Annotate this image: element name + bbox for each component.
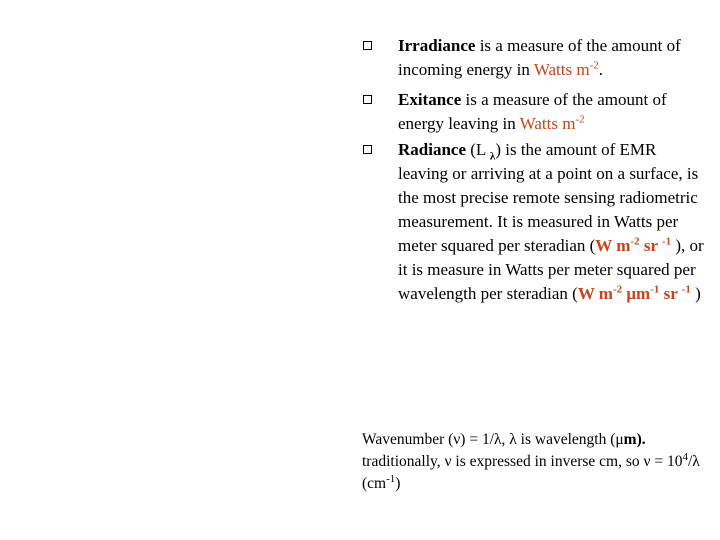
radiance-end: ) (690, 284, 701, 303)
note-part2: traditionally, ν is expressed in inverse cm, so ν = 10 (362, 453, 683, 470)
unit1-exponent-sr: -1 (661, 235, 672, 248)
hollow-square-icon (363, 41, 372, 50)
term-irradiance: Irradiance (398, 36, 476, 55)
unit-exponent: -2 (575, 113, 585, 126)
unit1-exponent-m: -2 (630, 235, 640, 248)
bullet-irradiance (398, 34, 708, 82)
hollow-square-icon (363, 145, 372, 154)
note-exponent-4: 4 (682, 450, 688, 463)
unit2-sr: sr (659, 284, 682, 303)
note-exponent-minus1: -1 (386, 472, 396, 485)
term-radiance: Radiance (398, 140, 466, 159)
unit1-sr: sr (639, 236, 662, 255)
unit-text: Watts m (533, 60, 590, 79)
unit2-text: W m (577, 284, 613, 303)
note-part4: ) (395, 475, 401, 492)
bullet-radiance (398, 138, 708, 306)
bullet-text: is a measure of the amount of energy leaving in (398, 90, 667, 133)
wavenumber-note (362, 429, 707, 495)
unit2-exponent-um: -1 (650, 283, 660, 296)
note-part1: Wavenumber (ν) = 1/λ, λ is wavelength (μ (362, 431, 624, 448)
radiance-open: (L (466, 140, 490, 159)
unit-text: Watts m (519, 114, 576, 133)
radiance-mid: ), or it is measure in Watts per meter squared per wavelength per steradian ( (398, 236, 704, 303)
lambda-subscript: λ (489, 150, 496, 163)
unit2-um: μm (622, 284, 651, 303)
radiance-description: ) is the amount of EMR leaving or arriving at a point on a surface, is the most precise remote sensing radiometric measurement. It is measured in Watts per meter squared per steradian ( (398, 140, 699, 255)
term-exitance: Exitance (398, 90, 462, 109)
unit2-exponent-m: -2 (612, 283, 623, 296)
unit1-text: W m (595, 236, 631, 255)
unit-exponent: -2 (589, 59, 599, 72)
bullet-tail: . (598, 60, 604, 79)
note-part3: /λ (cm (362, 453, 700, 492)
bullet-exitance (398, 88, 708, 136)
hollow-square-icon (363, 95, 372, 104)
bullet-text: is a measure of the amount of incoming energy in (398, 36, 681, 79)
unit2-exponent-sr: -1 (681, 283, 691, 296)
note-part1-bold: m). (623, 431, 646, 448)
bullet-list (398, 34, 708, 306)
